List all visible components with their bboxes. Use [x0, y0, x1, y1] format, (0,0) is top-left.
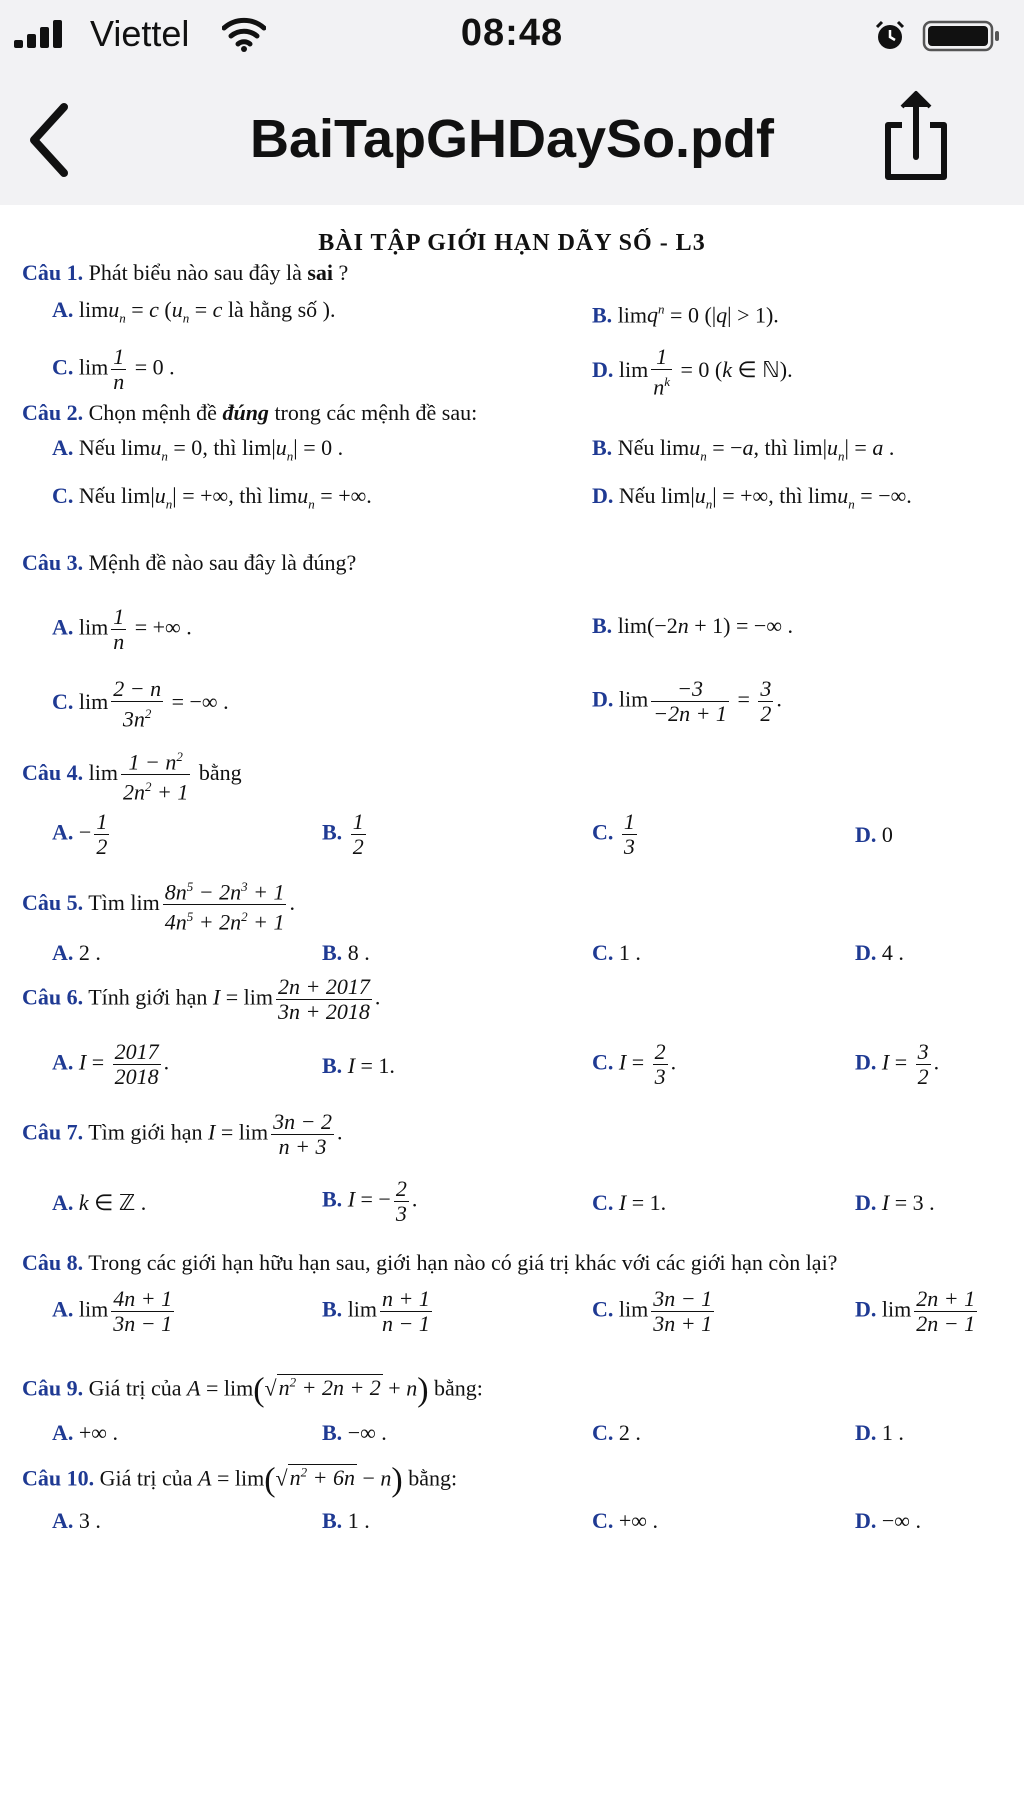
q6-option-c[interactable]: C. I = $\frac{2}{3}$ . — [592, 1039, 677, 1089]
q4-option-b[interactable]: B. $\frac{1}{2}$ — [322, 809, 364, 859]
q8-option-d[interactable]: D. lim $\frac{2n + 1}{2n - 1}$ — [855, 1286, 976, 1336]
share-button[interactable] — [880, 85, 952, 185]
q5-option-b[interactable]: B. 8 . — [322, 940, 370, 965]
q8-option-c[interactable]: C. lim $\frac{3n - 1}{3n + 1}$ — [592, 1286, 713, 1336]
q5-option-a[interactable]: A. 2 . — [52, 940, 101, 965]
question-8: Câu 8. Trong các giới hạn hữu hạn sau, giới hạn nào có giá trị khác với các giới hạn còn lại? — [22, 1250, 838, 1275]
document-title: BaiTapGHDaySo.pdf — [249, 109, 775, 169]
q4-option-d[interactable]: D. 0 — [855, 822, 893, 847]
q10-option-a[interactable]: A. 3 . — [52, 1508, 101, 1533]
question-3: Câu 3. Mệnh đề nào sau đây là đúng? — [22, 550, 357, 575]
q7-option-a[interactable]: A. k ∈ ℤ . — [52, 1190, 147, 1215]
question-stem: Phát biểu nào sau đây là — [88, 260, 302, 285]
question-9: Câu 9. Giá trị của $A = \lim(√n^2 + 2n + 2 + n)$ bằng: — [22, 1371, 483, 1409]
q7-option-b[interactable]: B. I = − $\frac{2}{3}$ . — [322, 1176, 418, 1226]
q7-option-d[interactable]: D. I = 3 . — [855, 1190, 935, 1215]
exercise-title: BÀI TẬP GIỚI HẠN DÃY SỐ - L3 — [318, 230, 706, 256]
q10-option-c[interactable]: C. +∞ . — [592, 1508, 658, 1533]
q8-option-b[interactable]: B. lim $\frac{n + 1}{n - 1}$ — [322, 1286, 430, 1336]
carrier-name: Viettel — [90, 13, 190, 54]
q4-option-a[interactable]: A. − $\frac{1}{2}$ — [52, 809, 108, 859]
q10-option-b[interactable]: B. 1 . — [322, 1508, 370, 1533]
q1-option-c[interactable]: C. lim $\frac{1}{n}$ = 0 . — [52, 344, 175, 394]
q1-option-d[interactable]: D. lim $\frac{1}{n^k}$ = 0 (k ∈ ℕ). — [592, 344, 793, 400]
question-1: Câu 1. Phát biểu nào sau đây là sai ? — [22, 260, 349, 285]
q6-option-b[interactable]: B. I = 1. — [322, 1053, 395, 1078]
question-emphasis: sai — [307, 260, 334, 285]
alarm-icon — [874, 20, 906, 52]
question-6: Câu 6. Tính giới hạn I = lim $\frac{2n + 2017}{3n + 2018}$ . — [22, 974, 381, 1024]
q5-option-d[interactable]: D. 4 . — [855, 940, 904, 965]
q6-option-d[interactable]: D. I = $\frac{3}{2}$ . — [855, 1039, 940, 1089]
q2-option-b[interactable]: B. Nếu limu$_n$ = −a, thì $\lim|u_n| = a$ . — [592, 435, 895, 464]
q8-option-a[interactable]: A. lim $\frac{4n + 1}{3n - 1}$ — [52, 1286, 173, 1336]
q3-option-a[interactable]: A. lim $\frac{1}{n}$ = +∞ . — [52, 604, 192, 654]
battery-icon — [922, 18, 1002, 54]
question-4: Câu 4. lim $\frac{1 - n^2}{2n^2 + 1}$ bằng — [22, 745, 242, 805]
question-5: Câu 5. Tìm lim $\frac{8n^5 - 2n^3 + 1}{4n^5 + 2n^2 + 1}$ . — [22, 875, 295, 935]
q2-option-a[interactable]: A. Nếu limu$_n$ = 0, thì $\lim|u_n| = 0$ . — [52, 435, 344, 464]
question-7: Câu 7. Tìm giới hạn I = lim $\frac{3n - 2}{n + 3}$ . — [22, 1109, 343, 1159]
q9-option-c[interactable]: C. 2 . — [592, 1420, 641, 1445]
q9-option-a[interactable]: A. +∞ . — [52, 1420, 118, 1445]
status-bar — [0, 0, 1024, 75]
q6-option-a[interactable]: A. I = $\frac{2017}{2018}$ . — [52, 1039, 170, 1089]
pdf-page[interactable] — [0, 205, 1024, 1817]
question-10: Câu 10. Giá trị của $A = \lim(√n^2 + 6n - n)$ bằng: — [22, 1461, 458, 1499]
q9-option-d[interactable]: D. 1 . — [855, 1420, 904, 1445]
navigation-bar — [0, 75, 1024, 205]
clock: 08:48 — [460, 12, 564, 54]
q10-option-d[interactable]: D. −∞ . — [855, 1508, 921, 1533]
question-label: Câu 1. — [22, 260, 84, 285]
q7-option-c[interactable]: C. I = 1. — [592, 1190, 667, 1215]
q3-option-c[interactable]: C. lim $\frac{2 - n}{3n^2}$ = −∞ . — [52, 676, 229, 732]
q3-option-d[interactable]: D. lim $\frac{-3}{-2n + 1}$ = $\frac{3}{2}$ . — [592, 676, 782, 726]
q2-option-c[interactable]: C. Nếu $\lim|u_n|$ = +∞, thì limu$_n$ = +∞. — [52, 483, 372, 512]
question-2: Câu 2. Chọn mệnh đề đúng trong các mệnh đề sau: — [22, 400, 478, 425]
q3-option-b[interactable]: B. lim(−2n + 1) = −∞ . — [592, 613, 793, 638]
q1-option-a[interactable]: A. limu$_n$ = c ($u_n = c$ là hằng số ). — [52, 297, 336, 326]
q1-option-b[interactable]: B. limq$^n$ = 0 (|q| > 1). — [592, 302, 779, 328]
q2-option-d[interactable]: D. Nếu $\lim|u_n|$ = +∞, thì limu$_n$ = −∞. — [592, 483, 912, 512]
q5-option-c[interactable]: C. 1 . — [592, 940, 641, 965]
q4-option-c[interactable]: C. $\frac{1}{3}$ — [592, 809, 635, 859]
q9-option-b[interactable]: B. −∞ . — [322, 1420, 387, 1445]
